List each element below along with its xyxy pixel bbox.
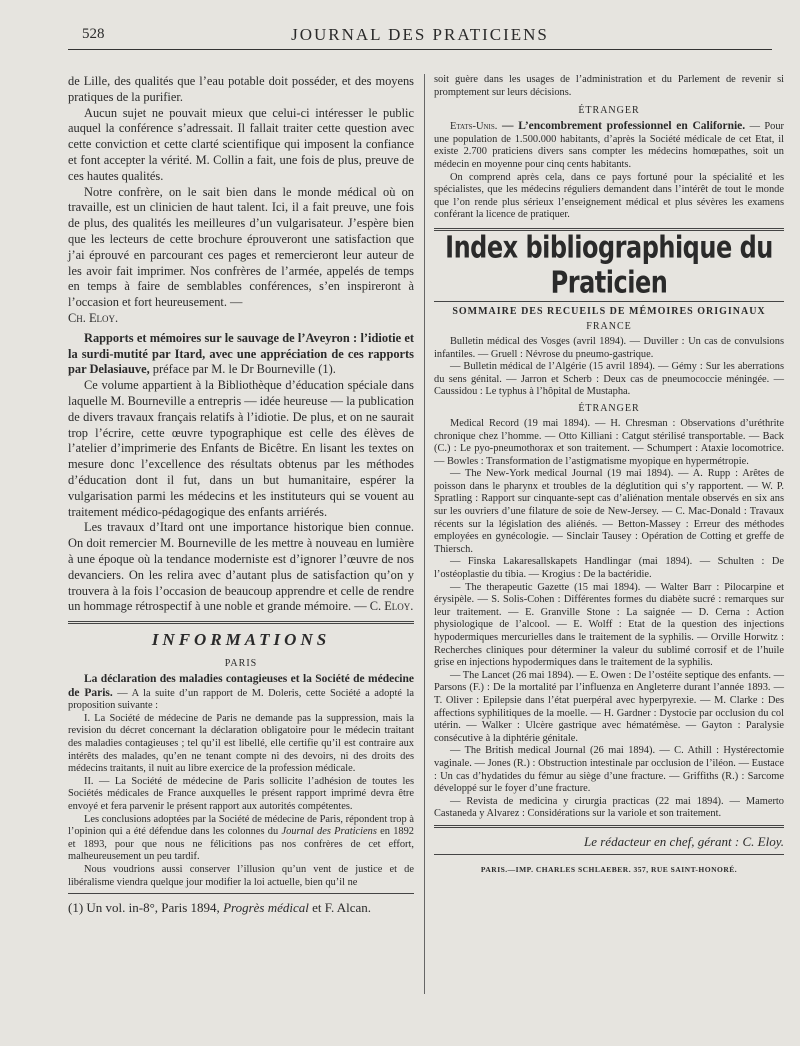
paragraph-lille: de Lille, des qualités que l’eau potable doit posséder, et des moyens pratiques de la purifier.: [68, 74, 414, 104]
index-entry-revista: — Revista de medicina y cirurgia practicas (22 mai 1894). — Mamerto Castaneda y Alvarez : Considérations sur la variole et son traitement.: [434, 795, 784, 820]
signature-rule: [434, 825, 784, 828]
index-entry-new-york: — The New-York medical Journal (19 mai 1894). — A. Rupp : Arêtes de poisson dans le pharynx et troubles de la déglutition qui s’y rapportent. — W. P. Spratling : Rapport sur cinquante-sept cas d’aliénation mentale observés en six ans sur les ouvriers d’une filature de soie de New-Jersey. — C. Mac-Donald : Travaux récents sur la législation des aliénés. — Betton-Massey : Erreur des méthodes employées en gynécologie. — Sinclair Tausey : Opération de Cotting et greffe de Thiersch.: [434, 468, 784, 555]
index-entry-therapeutic: — The therapeutic Gazette (15 mai 1894). — Walter Barr : Pilocarpine et érysipèle. — S. Solis-Cohen : Différentes formes du diabète sucré : remarques sur leur traitement. — E. Granville Stone : La saignée — D. Cerna : Action physiologique de l’alcool. — E. Wolff : Etat de la question des injections hypodermiques mercurielles dans le traitement de la syphilis. — Orville Horwitz : Recherches cliniques pour déterminer la valeur du sublimé corrosif et de l’huile grise en injections hypodermiques dans le traitement de la syphilis.: [434, 581, 784, 669]
sommaire-heading: SOMMAIRE DES RECUEILS DE MÉMOIRES ORIGINAUX: [452, 305, 766, 317]
review-itard-title: Rapports et mémoires sur le sauvage de l’Aveyron : l’idiotie et la surdi-mutité par Itard, avec une appréciation de ces rapports par Delasiauve,: [68, 330, 414, 377]
signature-eloy-1: Ch. Eloy.: [68, 310, 119, 325]
informations-heading: INFORMATIONS: [151, 630, 331, 650]
page-number: 528: [82, 26, 105, 42]
index-rule-2: [434, 301, 784, 302]
signature-eloy-2: C. Eloy.: [369, 599, 414, 614]
page-header: [68, 22, 772, 50]
journal-title: JOURNAL DES PRATICIENS: [291, 25, 549, 44]
us-item: Etats-Unis. — L’encombrement professionnel en Californie. — Pour une population de 1.500.000 habitants, d’après la Société médicale de cet Etat, il existe 2.700 praticiens divers sans compter les médecins homœpathes, soit un médecin en moyenne pour cinq cents habitants.: [434, 120, 784, 170]
index-entry-algerie: — Bulletin médical de l’Algérie (15 avril 1894). — Gémy : Sur les aberrations du sens génital. — Jarron et Scherb : Deux cas de pneumococcie méningée. — Caussidou : Le typhus à l’hôpital de Mustapha.: [434, 361, 784, 398]
review-itard-heading: Rapports et mémoires sur le sauvage de l’Aveyron : l’idiotie et la surdi-mutité par Itard, avec une appréciation de ces rapports par Delasiauve, préface par M. le Dr Bourneville (1).: [68, 330, 414, 377]
right-column: [434, 74, 784, 874]
declaration-hope: Nous voudrions aussi conserver l’illusion qu’un vent de justice et de libéralisme viendra quelque jour modifier la loi actuelle, bien qu’il ne: [68, 864, 414, 888]
declaration-point-2: II. — La Société de médecine de Paris sollicite l’adhésion de toutes les Sociétés médicales de France auxquelles le présent rapport imprimé devra être envoyé et fera parvenir le présent rapport aux autorités compétentes.: [68, 775, 414, 813]
us-title: — L’encombrement professionnel en Californie.: [497, 120, 746, 133]
france-subheading: FRANCE: [586, 320, 632, 332]
index-entry-finska: — Finska Lakaresallskapets Handlingar (mai 1894). — Schulten : De l’ostéoplastie du tibia. — Krogius : De la bactéridie.: [434, 556, 784, 581]
paragraph-administration: soit guère dans les usages de l’administration et du Parlement de revenir si promptement sur leurs décisions.: [434, 74, 784, 98]
paragraph-sujet: Aucun sujet ne pouvait mieux que celui-ci intéresser le public auquel la conférence s’adressait. Il fallait traiter cette question avec cette conviction et cette clarté scientifique qui imposent la confiance et font accepter la vérité. M. Collin a fait, une fois de plus, preuve de ces hautes qualités.: [68, 105, 414, 183]
paragraph-confrere: Notre confrère, on le sait bien dans le monde médical où on travaille, est un clinicien de haut talent. Ici, il a fait preuve, une fois de plus, des qualités les meilleures d’un vulgarisateur. J’espère bien que les lecteurs de cette brochure éprouveront une satisfaction que j’ai éprouvé en parcourant ces pages et remercieront leur auteur de les avoir fait imprimer. Nos confrères de l’armée, appelés de temps en temps à faire de semblables conférences, s’en inspireront à l’occasion et fort heureusement. — Ch. Eloy.: [68, 184, 414, 325]
paragraph-travaux: Les travaux d’Itard ont une importance historique bien connue. On doit remercier M. Bourneville de les mettre à nouveau en lumière à une époque où la tendance moderniste est d’ignorer l’œuvre de nos devanciers. On les relira avec d’autant plus de satisfaction qu’on y trouvera à la fois l’occasion de beaucoup apprendre et celle de rendre un hommage rétrospectif à une noble et grande mémoire. — C. Eloy.: [68, 520, 414, 614]
etranger-subheading-2: ÉTRANGER: [578, 402, 640, 414]
us-item-2: On comprend après cela, dans ce pays fortuné pour la spécialité et les spécialistes, que les médecins réguliers demandent dans l’intérêt de tout le monde que l’on rende plus sérieux l’enseignement médical et plus sévères les examens conférant la licence de pratiquer.: [434, 171, 784, 221]
left-column: [68, 74, 414, 916]
printer-imprint: PARIS.—IMP. CHARLES SCHLAEBER. 357, RUE SAINT-HONORÉ.: [480, 864, 738, 874]
paris-subheading: PARIS: [224, 658, 258, 670]
footnote-rule: [68, 893, 414, 894]
editor-signature: Le rédacteur en chef, gérant : C. Eloy.: [583, 833, 784, 849]
column-divider: [424, 74, 425, 994]
section-rule: [68, 621, 414, 624]
index-entry-lancet: — The Lancet (26 mai 1894). — E. Owen : De l’ostéite septique des enfants. — Parsons (F.) : De la mortalité par l’influenza en Angleterre durant l’année 1893. — T. Oliver : Epilepsie dans l’état puerpéral avec hyperpyrexie. — M. Clarke : Des affections syphilitiques de la moelle. — H. Gardner : Dystocie par occlusion du col utérin. — Walker : Ulcère gastrique avec hématémèse. — Gayton : Paralysie consécutive à la diphtérie génitale.: [434, 669, 784, 744]
declaration-point-1: I. La Société de médecine de Paris ne demande pas la suppression, mais la revision du décret concernant la déclaration obligatoire pour le médecin traitant des maladies contagieuses ; tel qu’il est libellé, elle certifie qu’il est contraire aux intérêts des malades, qu’en ne tenant compte ni des devoirs, ni des droits des médecins traitants, il nuit au libre exercice de la profession médicale.: [68, 712, 414, 775]
footnote: (1) Un vol. in-8°, Paris 1894, Progrès médical et F. Alcan.: [68, 900, 372, 916]
etranger-subheading-1: ÉTRANGER: [578, 105, 640, 117]
paragraph-volume: Ce volume appartient à la Bibliothèque d’éducation spéciale dans laquelle M. Bourneville a entrepris — idée heureuse — la publication de divers travaux français relatifs à l’idiotie. De plus, et on ne saurait trop l’écrire, cette œuvre typographique est celle des élèves de l’atelier d’imprimerie des Enfants de Bicêtre. En lisant les textes on mesure donc l’excellence des résultats obtenus par les méthodes d’éducation dont il fut, dans un but humanitaire, espérer la vulgarisation parmi les médecins et les instituteurs qui se vouent au traitement médico-pédagogique des enfants arriérés.: [68, 378, 414, 519]
index-heading: Index bibliographique du Praticien: [445, 229, 773, 300]
declaration-conclusions: Les conclusions adoptées par la Société de médecine de Paris, répondent trop à l’opinion qui a été défendue dans les colonnes du Journal des Praticiens en 1892 et 1893, pour que nous ne félicitions pas nos confrères de cet effort, malheureusement un peu tardif.: [68, 813, 414, 863]
index-entry-medical-record: Medical Record (19 mai 1894). — H. Chresman : Observations d’uréthrite chronique chez l’homme. — Otto Killiani : Catgut stérilisé transportable. — Back (C.) : Le pyo-pneumothorax et son traitement. — Schumpert : Ataxie locomotrice. — Bowles : Transformation de l’astigmatisme myopique en hypermétropie.: [434, 417, 784, 467]
imprint-rule: [434, 854, 784, 855]
declaration-intro: La déclaration des maladies contagieuses et la Société de médecine de Paris. — A la suite d’un rapport de M. Doleris, cette Société a adopté la proposition suivante :: [68, 673, 414, 712]
index-entry-british: — The British medical Journal (26 mai 1894). — C. Athill : Hystérectomie vaginale. — Jones (R.) : Obstruction intestinale par occlusion de l’iléon. — Eustace : Un cas d’hydatides du fémur au siège d’une fracture. — Griffiths (R.) : Sarcome développé sur le foyer d’une fracture.: [434, 745, 784, 795]
columns: [68, 74, 784, 1034]
declaration-title: La déclaration des maladies contagieuses et la Société de médecine de Paris.: [68, 673, 414, 699]
index-entry-vosges: Bulletin médical des Vosges (avril 1894). — Duviller : Un cas de convulsions infantiles. — Gruell : Névrose du pneumo-gastrique.: [434, 335, 784, 360]
